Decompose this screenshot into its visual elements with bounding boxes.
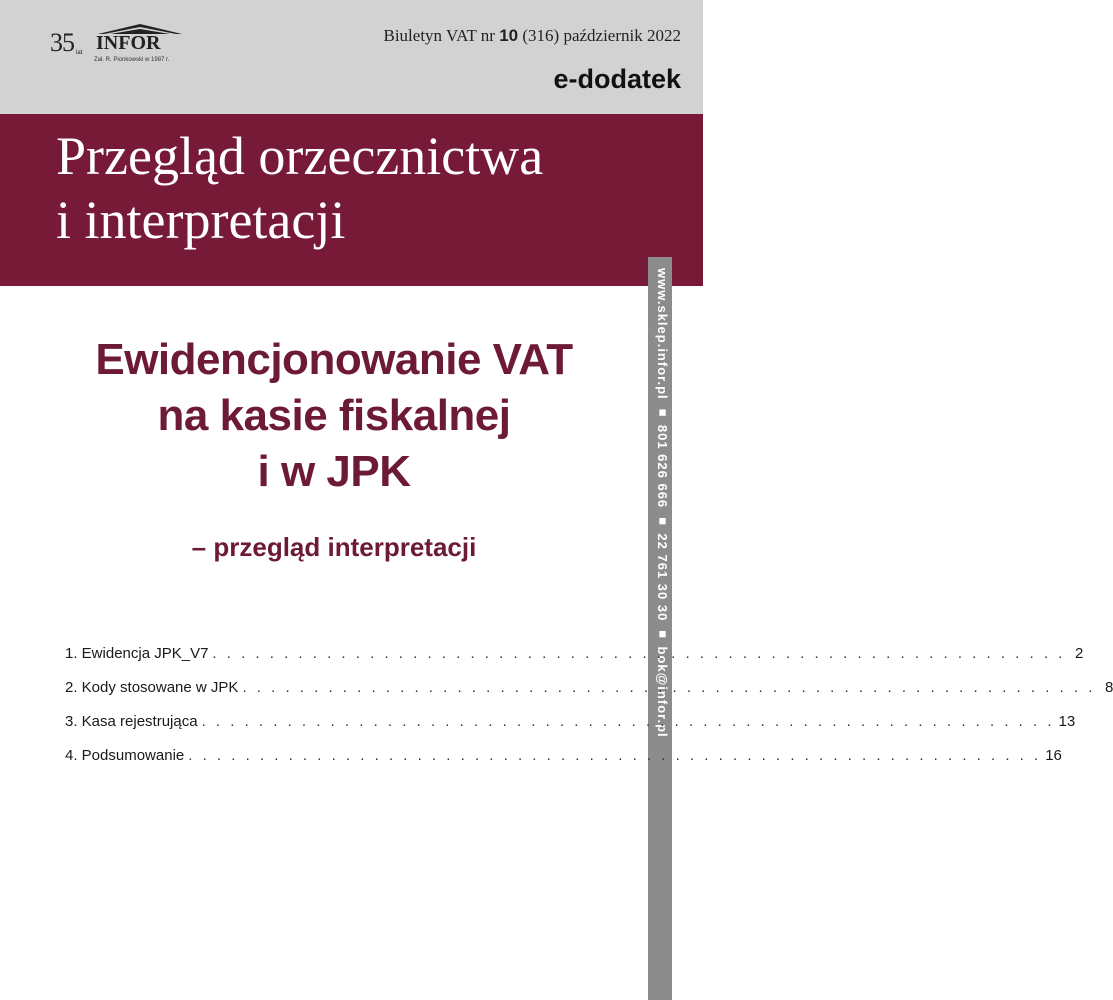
toc-leader-dots: . . . . . . . . . . . . . . . . . . . . . . . . . . . . . . . . . . . . . . . . . . . . . . . . . . . . . . . . . . . . <box>201 713 1055 730</box>
publication-title-line2: i interpretacji <box>56 190 346 250</box>
issue-prefix: Biuletyn VAT nr <box>383 26 495 45</box>
issue-number: 10 <box>499 26 519 45</box>
toc-item-page: 16 <box>1045 747 1062 764</box>
logo-anniversary: 35 <box>50 28 74 57</box>
toc-item[interactable] <box>65 645 1084 679</box>
main-title-line2: na kasie fiskalnej <box>157 391 511 440</box>
toc-item-label: 4. Podsumowanie <box>65 747 185 764</box>
toc-item[interactable] <box>65 713 1076 747</box>
main-subtitle: – przegląd interpretacji <box>191 532 477 562</box>
toc-leader-dots: . . . . . . . . . . . . . . . . . . . . . . . . . . . . . . . . . . . . . . . . . . . . . . . . . . . . . . . . . . . . <box>212 645 1066 662</box>
issue-suffix: (316) październik 2022 <box>522 26 681 45</box>
main-title-line1: Ewidencjonowanie VAT <box>95 335 573 384</box>
toc-item[interactable] <box>65 747 1062 781</box>
main-title-line3: i w JPK <box>257 447 411 496</box>
supplement-label: e-dodatek <box>553 64 681 94</box>
toc-leader-dots: . . . . . . . . . . . . . . . . . . . . . . . . . . . . . . . . . . . . . . . . . . . . . . . . . . . . . . . . . . . . <box>242 679 1096 696</box>
toc-item-page: 13 <box>1058 713 1076 730</box>
toc-item-page: 2 <box>1075 645 1084 662</box>
main-title <box>30 332 638 500</box>
toc-item-label: 2. Kody stosowane w JPK <box>65 679 239 696</box>
table-of-contents <box>65 645 1113 781</box>
toc-item[interactable] <box>65 679 1113 713</box>
logo-anniversary-suffix: lat <box>76 50 83 56</box>
logo-founder-note: Zał. R. Pionkowski w 1987 r. <box>94 57 170 63</box>
issue-info <box>383 26 681 46</box>
infor-logo <box>50 22 190 72</box>
toc-item-label: 3. Kasa rejestrująca <box>65 713 198 730</box>
publication-title <box>56 124 696 252</box>
sidebar-contact: www.sklep.infor.pl ■ 801 626 666 ■ 22 761 30 30 ■ bok@infor.pl <box>655 268 670 738</box>
toc-item-page: 8 <box>1105 679 1113 696</box>
toc-item-label: 1. Ewidencja JPK_V7 <box>65 645 209 662</box>
logo-wordmark: INFOR <box>96 32 161 54</box>
toc-leader-dots: . . . . . . . . . . . . . . . . . . . . . . . . . . . . . . . . . . . . . . . . . . . . . . . . . . . . . . . . . . . . <box>188 747 1042 764</box>
publication-title-line1: Przegląd orzecznictwa <box>56 126 544 186</box>
